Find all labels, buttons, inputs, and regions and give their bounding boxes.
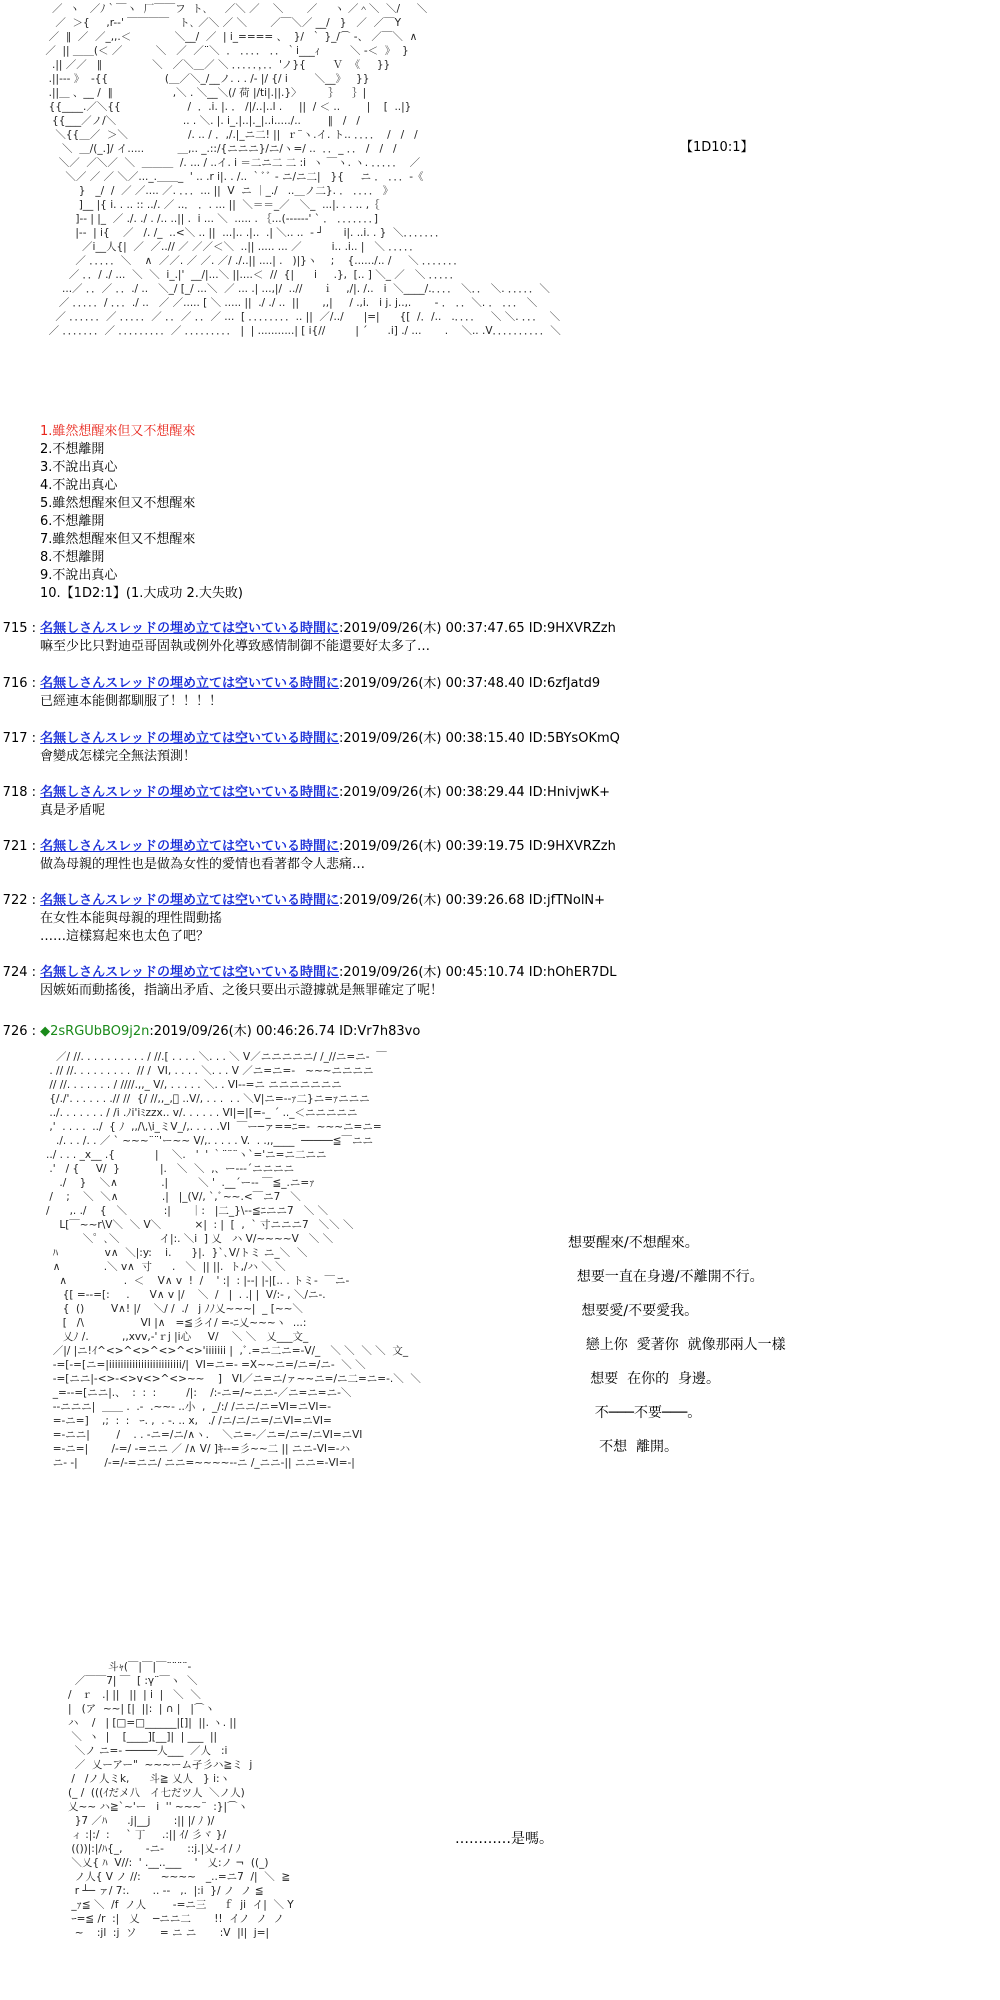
post-header (0, 1023, 1000, 1041)
poster-name-link[interactable]: 名無しさんスレッドの埋め立ては空いている時間に (40, 785, 340, 800)
side-text-line: 不想 離開。 (568, 1439, 679, 1455)
post-meta: :2019/09/26(木) 00:46:26.74 ID:Vr7h83vo (149, 1024, 421, 1039)
ascii-art-middle: ／/ //. . . . . . . . . . / //.[ . . . . ＼. . . ＼ V／ニニニニニ/ /_//ニ=ニ- ￣ . // //. . . . . . . . . // / VI, . . . . ＼. . . V ／ニ=ニ=- ~~~ニニニニ // //. . . . . . . / ////.,,_ V/, . . . . . ＼. . VI--=ニ ニニニニニニニ {/./'. . . . . . .// // {/ //,,_,ﾞ ..V/, . . . . . ＼V|ニ=--ｧ二}ニ=ｧニニニ ../. . . . . . . / /i .ﾉi'iﾐzzx.. v/. . . . . . VI|=|[=-_ ´ .._＜ニニニニニ ,' . . . . ../ { ﾉ ,,/\,\i_ミV_/,. . . . .VI ￣ー─ァ==ﾆ=- ~~~ニ=ニ= ./. . . /. . ／ ` ~~~¨¨'ー~~ V/,. . . . . V. . .,,____ ─────≦￣ニニ ../ . . . _x__ .{ | ＼. ' ' ｀¨¨¨ヽ`='ニ=ニ二ニニ .' / { V/ } |. ＼ ＼ ,、ー---´ニニニニ ./ } ＼∧ .| ＼ ' .__´ー-- ￣≦_.ニ=ｧ / ; ＼ ＼∧ .| |_(V/, `,ﾞ~~.<￣ニ7 ＼ / ,. ./ { ＼ :| ｜: |二_}\--≦ﾆニニ7 ＼ ＼ L[￣~~r\V＼ ＼ V＼ ×| : | [ , ` 寸ニニニ7 ＼＼ ＼ ＼゜､＼ イ|:. ＼i ] 乂 ハ V/~~~~V ＼ ＼ ﾊ v∧ ＼|:y: i. }|. }`､V/トミ ニ_＼ ＼ ∧ .＼ v∧ 寸 . ＼ || ||. ト,/ハ ＼ ＼ ∧ . ＜ V∧ v ! / ' :| : |--| |-|[.. . トミ- ￣ニ- {[ =--=[: . V∧ v |/ ＼ / | . .| | V/:- , ＼/ニ-. { () V∧! |/ ＼/ / ./ j ﾉﾉ乂~~~| _ [~~＼ [ /\ VI |∧ =≦彡イ/ =-ﾆ乂~~~ヽ ...: 乂ﾉ /. ,,xvv,-'ｒj |i心 V/ ＼ ＼ 乂___文_ ／|/ |ニ!ｲ^<>^<>^<>^<>'iiiiiii | ,ﾞ.=ニ二ニ=-V/_ ＼ ＼ ＼ ＼ 文_ -=[-=[ニ=|iiiiiiiiiiiiiiiiiiiiiiiii/| VI=ニ=- =X~~ニ=/ニ=/ニ- ＼ ＼ -=[ニニ|-<>-<>v<>^<>~~ ] VI／ニ=ニ/ァ~~ニ=/ニ二=ニ=-.＼ ＼ _=--=[ニニ|.、 : : : /|: /:-ニ=/~ニニ-／ニ=ニ=ニ-＼ --ニニニ| ＿＿ . .‐ .~~‐ ..小 , _/:/ /ニニ/ニ=VI=ニVI=- =-ニ=] ,; : : ｰ. , . ‐. .. x, ./ /ニ/ニ/ニ=/ニVI=ニVI= =-ニニ| / . . -ニ=/ニ/∧ヽ. ＼ニ=-／ニ=/ニ=/ニVI=ニVI =-ニ=| /-=/ -=ニニ ／ /∧ V/ ]ｷ--=彡~~二 || ニニ-VI=-ハ ニ- -| /-=/-=ニニ/ ニニ=~~~~--ニ /_ニニ-|| ニニ=-VI=-| (46, 1051, 421, 1469)
post-body (0, 856, 1000, 874)
side-text-line: 想要 在你的 身邊。 (568, 1371, 721, 1387)
post-meta: :2019/09/26(木) 00:45:10.74 ID:hOhER7DL (339, 965, 617, 980)
post-726 (0, 1023, 1000, 1041)
post-meta: :2019/09/26(木) 00:38:15.40 ID:5BYsOKmQ (339, 731, 620, 746)
post-body (0, 802, 1000, 820)
post-meta: :2019/09/26(木) 00:37:47.65 ID:9HXVRZzh (339, 621, 616, 636)
choice-list (40, 423, 243, 603)
post-header (0, 964, 1000, 982)
post-body-line: 已經連本能側都馴服了！！！！ (40, 694, 223, 709)
poster-trip[interactable]: ◆2sRGUbBO9j2n (40, 1024, 150, 1039)
post-header (0, 620, 1000, 638)
post-body-line: 因嫉妬而動搖後，指謫出矛盾、之後只要出示證據就是無罪確定了呢！ (40, 983, 444, 998)
post (0, 784, 1000, 820)
post-header (0, 838, 1000, 856)
side-text-line: 想要醒來/不想醒來。 (568, 1235, 699, 1251)
post-number: 718 : (2, 785, 36, 800)
post (0, 730, 1000, 766)
choice-item: 3.不說出真心 (40, 460, 118, 475)
choice-item: 9.不說出真心 (40, 568, 118, 583)
post-meta: :2019/09/26(木) 00:39:26.68 ID:jfTNolN+ (339, 893, 606, 908)
poster-name-link[interactable]: 名無しさんスレッドの埋め立ては空いている時間に (40, 839, 340, 854)
post-number: 715 : (2, 621, 36, 636)
post-body-line: 在女性本能與母親的理性間動搖 (40, 911, 223, 926)
post-header (0, 892, 1000, 910)
poster-name-link[interactable]: 名無しさんスレッドの埋め立ては空いている時間に (40, 893, 340, 908)
post-number: 726 : (2, 1024, 36, 1039)
post-number: 724 : (2, 965, 36, 980)
post-meta: :2019/09/26(木) 00:37:48.40 ID:6zfJatd9 (339, 676, 601, 691)
post (0, 838, 1000, 874)
choice-item: 1.雖然想醒來但又不想醒來 (40, 424, 196, 439)
choice-item: 6.不想離開 (40, 514, 105, 529)
side-text-line: 想要一直在身邊/不離開不行。 (568, 1269, 764, 1285)
side-text-line: 不───不要───。 (568, 1405, 702, 1421)
post (0, 620, 1000, 656)
post-body (0, 910, 1000, 946)
post-body (0, 693, 1000, 711)
side-text-line: 戀上你 愛著你 就像那兩人一樣 (568, 1337, 786, 1353)
ascii-art-top: ／ ヽ ／ﾉ｀￣ヽ 厂￣￣フ ト､ ／＼ ／ ＼ ／ ヽ ／＾＼ ＼/ ＼ ／ ＞{ ,r--' ￣￣￣￣ ト､ ／＼ ／ ＼ ／￣＼／ __/ } ／ ／￣Y ／ ∥ ／ ／_,,.＜ ＼__/ ／ | i_==== 、 }/ ｀ }_/⌒ -、 ／￣＼ ∧ ／ || ＿＿(＜ ／ ＼ ／ ／¨＼ ． ．．．． ．．｀i___ｨ ＼ ‐＜ 》 } .|| ／／ ∥ ＼ ／＼＿／ ＼ ．．．．．，．．'ノ}{ Ｖ 《 }} .||--- 》 -{{ (＿／＼_/__ノ. . . /- |/ {/ i ＼__》 }} .||＿ 、__ / ∥ ,＼ . ＼__＼(/ 荷 |/ti|.||.}〉 ｝ ｝| {{____.／＼{{ / ．.i. |. ． /|/..|..l . || / ＜ .. | [ ..|} {{___／ノ/＼ .. . ＼. |. i_.|..|._|..i...../.. ∥ / / ＼{{＿／ ＞＼ /. .. / ．,/.|_ニ二! || ｒ¨ヽ.イ. ト.. ．．．． / / / ＼ ＿/(_.]/ イ..... ＿,.. _.::/{ニニニ}/ニ/ヽ=/ .. ．．_ ．． / / / ＼／ ／＼／ ＼ ＿＿＿ /. ... / ..イ. i ＝二ニ二 二 :i ヽ ￣ヽ. ヽ. ．．．．． ／ ＼／ ／ ／ ＼／..._.＿＿_ ' .. .r i|. . /.. ｀ﾞﾞ ‐ ニ/ニ二| }{ ニ ． ．．．‐《 } _/ / ／ ／.... ／. ．．．... || V ニ ｜_./ ..＿ノ二}. ． ．．．． 》 ]__ |{ i. . .. :: ../. ／ ..． ．. ... || ＼＝＝_／ ＼_ ...|. . . .. ,｛ ]-- | |_ ／ ./. ./ . /.. ..|| . i ... ＼ ..... . ｛...(------' ` ． ．．．．．．．] |-- | i{ ／ /. /_ ..<＼ .. || ...|.. .|.. .| ＼.. .. ‐ ┘ i|. ..i. . } ＼．．．．．．． ／i__人{| ／ ／..// ／ ／／＜＼ ..|| ..... ... ／ i.. .i.. | ＼ ．．．．． ／ ．．．．．＼ ∧ ／／. ／ ／. ／/ ./..|| ....| . )|}ヽ ; {....../.. / ＼ ．．．．．．． ／ ．．/ ./ ... ＼ ＼ i_.|' __/|...＼ ||....＜ // {| i .}, [.. ] ＼_ ／ ＼ ．．．．． ...／ ．．／ ．．./ .. ＼_/ [_/ ...＼ ／ ... .| ...,|/ ..// ｉ ,/|. /.. i ＼____/.．．．． ＼．． ＼. ．．．．．＼ ／ ．．．．．/ ．．．./ .. ／ ／..... [ ＼ ..... || ./ ./ .. || ,,| / .,i. i j. j..,. ‐ ． ．．＼. ． ．．． ＼ ／ ．．．．．．／ ．．．．．／ ．．／ ．．／ ... [ ．．．．．．．．.. || ／/../ |=| {[ /．/.. .．．．． ＼ ＼. ．．． ＼ ／ ．．．．．．．／ ．．．．．．．．．／ ．．．．．．．．． | | ...........| [ i{// | ´ .i] ./ ... . ＼.. .V．．．．．．．．．．＼ (45, 3, 561, 337)
post-header (0, 675, 1000, 693)
bottom-note: …………是嗎。 (455, 1831, 553, 1847)
choice-item: 10.【1D2:1】(1.大成功 2.大失敗) (40, 586, 243, 601)
post-body-line: 嘛至少比只對迪亞哥固執或例外化導致感情制御不能還要好太多了… (40, 639, 431, 654)
post (0, 964, 1000, 1000)
choice-item: 4.不說出真心 (40, 478, 118, 493)
post-body-line: 會變成怎樣完全無法預測！ (40, 749, 197, 764)
post-body (0, 982, 1000, 1000)
dice-result-tag: 【1D10:1】 (680, 140, 754, 155)
post-number: 721 : (2, 839, 36, 854)
post-header (0, 730, 1000, 748)
post-number: 717 : (2, 731, 36, 746)
choice-item: 7.雖然想醒來但又不想醒來 (40, 532, 196, 547)
post (0, 675, 1000, 711)
choice-item: 2.不想離開 (40, 442, 105, 457)
side-text-line: 想要愛/不要愛我。 (568, 1303, 699, 1319)
post-body-line: 真是矛盾呢 (40, 803, 106, 818)
post-header (0, 784, 1000, 802)
poster-name-link[interactable]: 名無しさんスレッドの埋め立ては空いている時間に (40, 731, 340, 746)
poster-name-link[interactable]: 名無しさんスレッドの埋め立ては空いている時間に (40, 676, 340, 691)
choice-item: 5.雖然想醒來但又不想醒來 (40, 496, 196, 511)
poster-name-link[interactable]: 名無しさんスレッドの埋め立ては空いている時間に (40, 965, 340, 980)
post-body-line: 做為母親的理性也是做為女性的愛情也看著都令人悲痛… (40, 857, 366, 872)
post-number: 716 : (2, 676, 36, 691)
poster-name-link[interactable]: 名無しさんスレッドの埋め立ては空いている時間に (40, 621, 340, 636)
choice-item: 8.不想離開 (40, 550, 105, 565)
post-number: 722 : (2, 893, 36, 908)
post (0, 892, 1000, 946)
post-body (0, 638, 1000, 656)
post-body (0, 748, 1000, 766)
ascii-art-bottom: 斗ｬ(￣|￣|￣¨¨¨¨‐ ／￣￣7| ￣ [ :γ¨￣ヽ ＼ / ｒ .| || || | i | ＼ ＼ | (ア ~~| [| ||: | ∩ | |⌒ヽ ハ / | [□=□______|[]| ||. ヽ. || ＼ ヽ | [____][__]| | ___ || ＼ノ ニ=- ─────人___ ／人 :i ／ 乂ーアー" ~~~ーム孑彡ハ≧ミ j / /ノ人ミk, 斗≧ 乂人 } i:ヽ (_ / (((ｲだメ八 イ七だツ人 ＼ノ人) 乂~~ ハ≧`~'ー i '' ~~~¨ :}|⌒ヽ }7 ／ﾊ .j|__j :|| |/ ﾉ )/ ィ :|:/ : ` 丁 .:|| ｲ/ 彡ヾ }/ (())|:|/ﾊ{_, -ニ- ::j.|乂-イ/ ﾉ ＼乂{ ﾊ V//: ' .__..___ ' 乂:ノ ¬ ((_) ノ人{ V ノ //: ~~~~ _..=ニ7 /| ＼ ≧ r ┴─ ァ/ 7:. .. -- ,. |:i }/ ノ ノ ≦ _ｧ≦ ＼ /f ノ人 -=ニ三 ｆ ji イ| ＼ Y ｰ=≦ /r :| 乂 ─ニニ二 !! イノ ノ ノ ~ :jl :j ソ = ニ ニ :V |l| j=| (68, 1661, 294, 1939)
post-meta: :2019/09/26(木) 00:39:19.75 ID:9HXVRZzh (339, 839, 616, 854)
post-body-line: ……這樣寫起來也太色了吧？ (40, 929, 210, 944)
post-meta: :2019/09/26(木) 00:38:29.44 ID:HnivjwK+ (339, 785, 610, 800)
